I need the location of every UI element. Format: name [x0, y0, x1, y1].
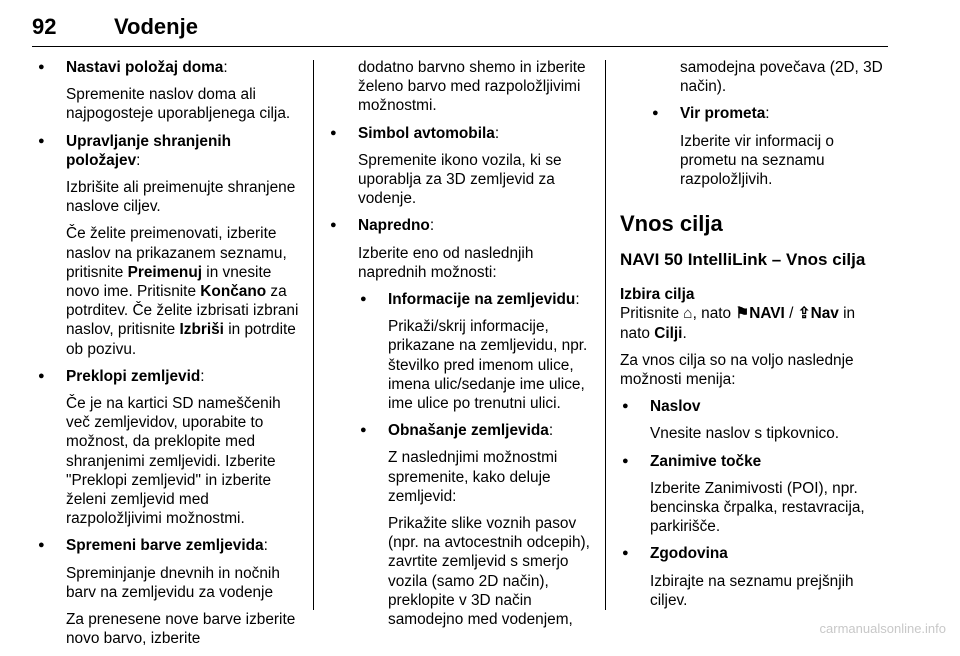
heading-vnos-cilja: Vnos cilja [620, 211, 723, 237]
subsubheading-izbira-cilja: Izbira cilja [620, 286, 695, 304]
paragraph-press: Pritisnite ⌂, nato ⚑NAVI / ⇪Nav in nato Cilji. [620, 305, 856, 342]
page-number: 92 [32, 14, 57, 39]
column-1 [36, 58, 304, 656]
bullet-text: Spremenite ikono vozila, ki se uporablja za 3D zemljevid za vodenje. [358, 151, 562, 208]
flag-icon: ⚑ [735, 305, 750, 323]
watermark: carmanualsonline.info [819, 621, 946, 636]
page-header [32, 8, 888, 48]
nav-arrow-icon: ⇪ [797, 305, 811, 323]
nested-list [650, 58, 888, 189]
bullet-text: Spremenite naslov doma ali najpogosteje uporabljenega cilja. [66, 86, 291, 123]
bullet-item: ● Preklopi zemljevid: [36, 367, 304, 386]
bullet-item: ● Zgodovina [620, 544, 888, 563]
header-rule [32, 46, 888, 47]
bullet-text: Izbirajte na seznamu prejšnjih ciljev. [650, 572, 854, 609]
bullet-text: Izberite eno od naslednjih naprednih možnosti: [358, 244, 534, 281]
bullet-text: Če je na kartici SD nameščenih več zemljevidov, uporabite to možnost, da preklopite med shranjenimi zemljevidi. Izberite "Preklopi zemljevid" in izberite želeni zemljevid med razpoložljivimi možnostmi. [66, 395, 281, 528]
column-divider-1 [313, 60, 314, 610]
sub-bullet-text: Z naslednjimi možnostmi spremenite, kako deluje zemljevid: [388, 449, 558, 505]
sub-bullet-item: ● Vir prometa: [650, 104, 888, 123]
bullet-text: Vnesite naslov s tipkovnico. [650, 425, 840, 443]
section-title: Vodenje [114, 14, 198, 39]
sub-bullet-item: ● Obnašanje zemljevida: [358, 421, 596, 440]
bullet-item: ● Napredno: [328, 216, 596, 235]
bullet-item: ● Upravljanje shranjenih položajev: [36, 132, 304, 170]
bullet-text: Če želite preimenovati, izberite naslov na prikazanem seznamu, pritisnite Preimenuj in vnesite novo ime. Pritisnite Končano za potrditev. Če želite izbrisati izbrani naslov, pritisnite Izbriši in potrdite ob pozivu. [66, 225, 299, 358]
bullet-text: Spreminjanje dnevnih in nočnih barv na zemljevidu za vodenje [66, 564, 280, 601]
column-divider-2 [605, 60, 606, 610]
home-icon: ⌂ [683, 305, 693, 323]
bullet-item: ● Nastavi položaj doma: [36, 58, 304, 77]
continued-text: dodatno barvno shemo in izberite želeno barvo med razpoložljivimi možnostmi. [358, 59, 586, 115]
bullet-text: Izbrišite ali preimenujte shranjene naslove ciljev. [66, 179, 296, 216]
bullet-item: ● Zanimive točke [620, 452, 888, 471]
bullet-text: Za prenesene nove barve izberite novo barvo, izberite [66, 611, 296, 648]
bullet-text: Izberite Zanimivosti (POI), npr. bencinska črpalka, restavracija, parkirišče. [650, 479, 865, 536]
nested-list [358, 290, 596, 629]
sub-bullet-text: Prikažite slike voznih pasov (npr. na avtocestnih odcepih), zavrtite zemljevid s smerjo vozila (samo 2D način), preklopite v 3D način samodejno med vodenjem, [388, 515, 590, 629]
column-2 [328, 58, 596, 637]
bullet-item: ● Simbol avtomobila: [328, 124, 596, 143]
sub-bullet-item: ● Informacije na zemljevidu: [358, 290, 596, 309]
sub-bullet-text: Izberite vir informacij o prometu na seznamu razpoložljivih. [680, 132, 834, 189]
bullet-item: ● Spremeni barve zemljevida: [36, 536, 304, 555]
paragraph-options: Za vnos cilja so na voljo naslednje možnosti menija: [620, 351, 854, 389]
bullet-item: ● Naslov [620, 397, 888, 416]
continued-text: samodejna povečava (2D, 3D način). [680, 59, 883, 96]
sub-bullet-text: Prikaži/skrij informacije, prikazane na zemljevidu, npr. številko pred imenom ulice, imena ulic/sedanje ime ulice, ime ulice po trenutni ulici. [388, 318, 588, 413]
subheading-navi50: NAVI 50 IntelliLink – Vnos cilja [620, 250, 866, 270]
column-3 [620, 58, 888, 618]
